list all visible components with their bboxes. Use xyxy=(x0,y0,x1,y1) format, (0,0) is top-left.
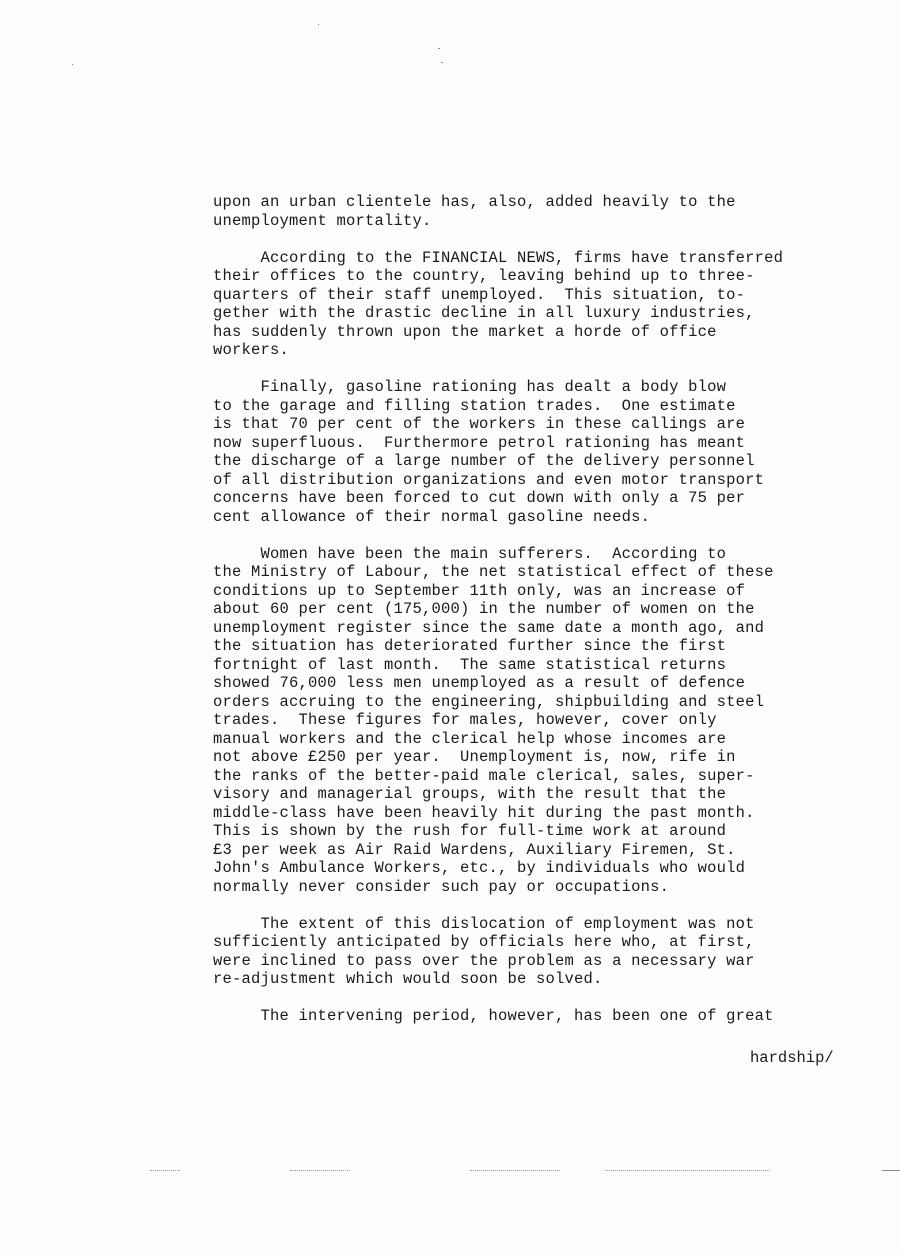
text-line: re-adjustment which would soon be solved. xyxy=(213,970,603,988)
text-line: The extent of this dislocation of employment was not xyxy=(213,914,755,933)
text-line: This is shown by the rush for full-time work at around xyxy=(213,822,727,840)
text-line: gether with the drastic decline in all luxury industries, xyxy=(213,304,755,322)
scan-speck xyxy=(438,48,440,49)
scan-speck xyxy=(318,24,319,25)
text-line: normally never consider such pay or occupations. xyxy=(213,877,670,896)
scan-speck xyxy=(441,62,443,63)
paragraph-4 xyxy=(213,545,878,897)
text-line: The intervening period, however, has been one of great xyxy=(213,1007,774,1025)
text-line: to the garage and filling station trades. One estimate xyxy=(213,396,736,415)
text-line: According to the FINANCIAL NEWS, firms have transferred xyxy=(213,248,784,267)
text-line: upon an urban clientele has, also, added heavily to the xyxy=(213,193,736,211)
text-line: £3 per week as Air Raid Wardens, Auxiliary Firemen, St. xyxy=(213,840,736,859)
text-line: now superfluous. Furthermore petrol rationing has meant xyxy=(213,433,746,452)
text-line: Finally, gasoline rationing has dealt a body blow xyxy=(213,378,727,396)
text-line: were inclined to pass over the problem as a necessary war xyxy=(213,951,755,970)
text-line: unemployment mortality. xyxy=(213,211,432,230)
catchword: hardship/ xyxy=(750,1049,834,1067)
scan-dots xyxy=(150,1170,180,1172)
text-line: cent allowance of their normal gasoline needs. xyxy=(213,507,651,526)
text-line: trades. These figures for males, however, cover only xyxy=(213,711,717,729)
scan-speck xyxy=(72,64,73,65)
text-line: is that 70 per cent of the workers in these callings are xyxy=(213,415,746,433)
text-line: showed 76,000 less men unemployed as a result of defence xyxy=(213,674,746,692)
text-line: the ranks of the better-paid male clerical, sales, super- xyxy=(213,766,755,785)
paragraph-5 xyxy=(213,915,878,989)
scan-dots xyxy=(470,1170,560,1172)
text-line: not above £250 per year. Unemployment is, now, rife in xyxy=(213,748,736,766)
text-line: the situation has deteriorated further since the first xyxy=(213,637,727,655)
text-line: manual workers and the clerical help whose incomes are xyxy=(213,729,727,748)
text-line: quarters of their staff unemployed. This situation, to- xyxy=(213,285,746,304)
scan-speck xyxy=(882,1170,900,1171)
text-line: their offices to the country, leaving behind up to three- xyxy=(213,267,755,285)
paragraph-1 xyxy=(213,193,878,230)
text-line: middle-class have been heavily hit during the past month. xyxy=(213,803,755,822)
text-line: about 60 per cent (175,000) in the number of women on the xyxy=(213,600,755,618)
paragraph-2 xyxy=(213,249,878,360)
text-line: conditions up to September 11th only, was an increase of xyxy=(213,581,746,600)
body-text xyxy=(213,193,878,1044)
text-line: unemployment register since the same date a month ago, and xyxy=(213,618,765,637)
text-line: the discharge of a large number of the delivery personnel xyxy=(213,452,755,470)
text-line: fortnight of last month. The same statistical returns xyxy=(213,655,727,674)
text-line: John's Ambulance Workers, etc., by individuals who would xyxy=(213,859,746,877)
paragraph-3 xyxy=(213,378,878,526)
text-line: the Ministry of Labour, the net statistical effect of these xyxy=(213,563,774,581)
text-line: of all distribution organizations and even motor transport xyxy=(213,470,765,489)
text-line: concerns have been forced to cut down with only a 75 per xyxy=(213,489,746,507)
text-line: Women have been the main sufferers. According to xyxy=(213,544,727,563)
text-line: sufficiently anticipated by officials here who, at first, xyxy=(213,933,755,951)
text-line: visory and managerial groups, with the result that the xyxy=(213,785,727,803)
scan-dots xyxy=(605,1170,770,1172)
text-line: orders accruing to the engineering, shipbuilding and steel xyxy=(213,692,765,711)
scan-dots xyxy=(290,1170,350,1172)
paragraph-6 xyxy=(213,1007,878,1026)
text-line: has suddenly thrown upon the market a horde of office xyxy=(213,322,717,341)
text-line: workers. xyxy=(213,341,290,359)
